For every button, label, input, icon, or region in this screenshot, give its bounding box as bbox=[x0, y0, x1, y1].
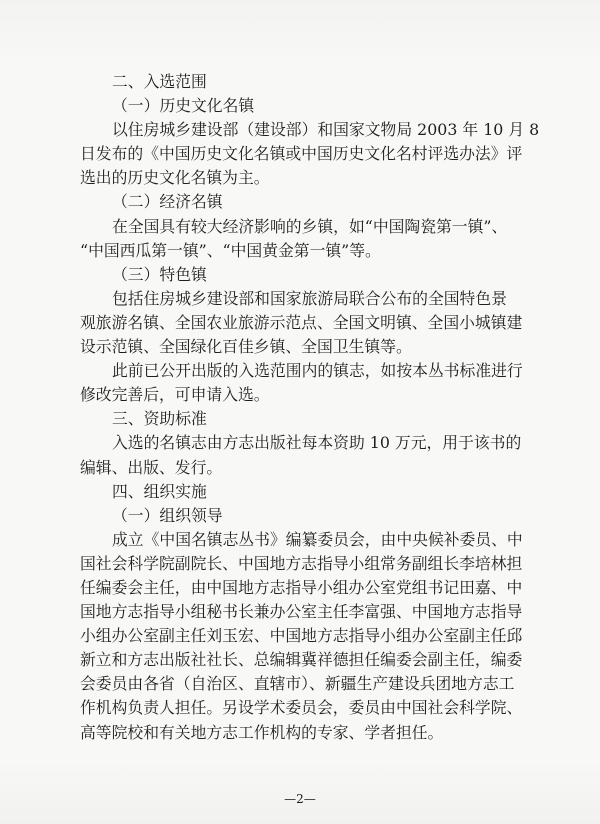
paragraph-line: 此前已公开出版的入选范围内的镇志，如按本丛书标准进行 bbox=[112, 361, 523, 381]
section-heading: 四、组织实施 bbox=[112, 481, 207, 501]
paragraph-line: 作机构负责人担任。另设学术委员会，委员由中国社会科学院、 bbox=[80, 698, 523, 718]
paragraph-line: 高等院校和有关地方志工作机构的专家、学者担任。 bbox=[80, 722, 444, 742]
paragraph-line: 任编委会主任，由中国地方志指导小组办公室党组书记田嘉、中 bbox=[80, 577, 523, 597]
subsection-heading: （二）经济名镇 bbox=[112, 192, 223, 212]
paragraph-line: 以住房城乡建设部（建设部）和国家文物局 2003 年 10 月 8 bbox=[112, 120, 540, 140]
paragraph-line: 在全国具有较大经济影响的乡镇，如“中国陶瓷第一镇”、 bbox=[112, 216, 508, 236]
paragraph-line: 入选的名镇志由方志出版社每本资助 10 万元，用于该书的 bbox=[112, 433, 522, 453]
section-heading: 二、入选范围 bbox=[112, 72, 207, 91]
page-number: —2— bbox=[284, 792, 316, 806]
section-heading: 三、资助标准 bbox=[112, 409, 207, 429]
paragraph-line: 国社会科学院副院长、中国地方志指导小组常务副组长李培林担 bbox=[80, 553, 523, 573]
paragraph-line: 国地方志指导小组秘书长兼办公室主任李富强、中国地方志指导 bbox=[80, 602, 523, 622]
paragraph-line: 新立和方志出版社社长、总编辑冀祥德担任编委会副主任，编委 bbox=[80, 650, 523, 670]
subsection-heading: （三）特色镇 bbox=[112, 264, 207, 284]
document-body bbox=[80, 70, 540, 745]
paragraph-line: 观旅游名镇、全国农业旅游示范点、全国文明镇、全国小城镇建 bbox=[80, 312, 523, 332]
paragraph-line: 选出的历史文化名镇为主。 bbox=[80, 168, 270, 188]
paragraph-line: 日发布的《中国历史文化名镇或中国历史文化名村评选办法》评 bbox=[80, 144, 523, 164]
paragraph-line: 修改完善后，可申请入选。 bbox=[80, 385, 270, 405]
paragraph-line: 小组办公室副主任刘玉宏、中国地方志指导小组办公室副主任邱 bbox=[80, 626, 523, 646]
paragraph-line: 会委员由各省（自治区、直辖市）、新疆生产建设兵团地方志工 bbox=[80, 674, 515, 694]
paragraph-line: “中国西瓜第一镇”、“中国黄金第一镇”等。 bbox=[80, 240, 381, 260]
paragraph-line: 设示范镇、全国绿化百佳乡镇、全国卫生镇等。 bbox=[80, 337, 412, 357]
paragraph-line: 包括住房城乡建设部和国家旅游局联合公布的全国特色景 bbox=[112, 288, 507, 308]
paragraph-line: 成立《中国名镇志丛书》编纂委员会，由中央候补委员、中 bbox=[112, 529, 523, 549]
subsection-heading: （一）历史文化名镇 bbox=[112, 96, 255, 116]
subsection-heading: （一）组织领导 bbox=[112, 505, 223, 525]
paragraph-line: 编辑、出版、发行。 bbox=[80, 457, 223, 477]
